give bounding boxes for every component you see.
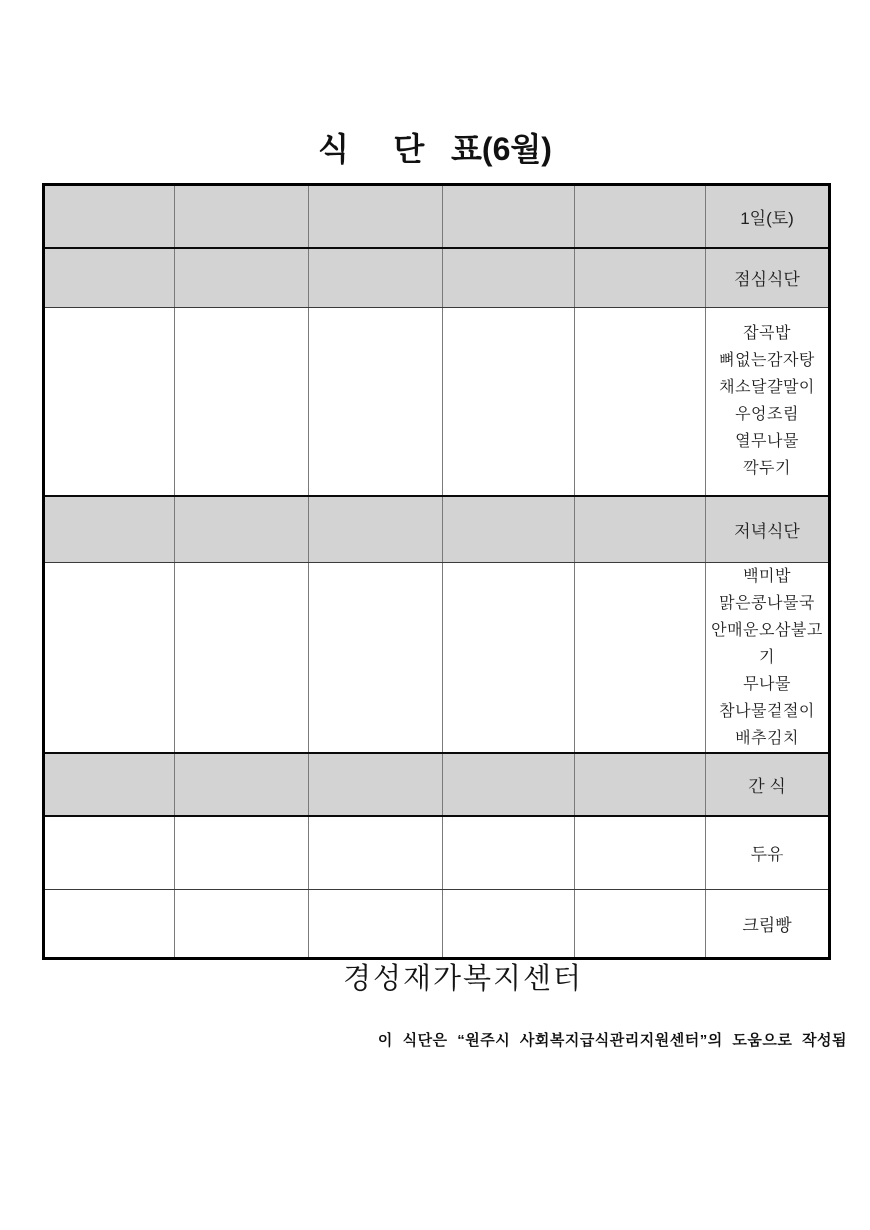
organization-name: 경성재가복지센터 [342, 963, 584, 995]
empty-cell [309, 308, 443, 496]
empty-cell [44, 496, 175, 563]
snack-item-cell: 크림빵 [706, 889, 830, 958]
empty-cell [44, 753, 175, 816]
empty-cell [175, 248, 309, 308]
menu-item: 무나물 [743, 676, 791, 693]
empty-cell [575, 185, 706, 248]
empty-cell [309, 753, 443, 816]
empty-cell [575, 248, 706, 308]
snack-section-label: 간 식 [706, 753, 830, 816]
empty-cell [443, 185, 575, 248]
empty-cell [443, 496, 575, 563]
snack-item-cell: 두유 [706, 816, 830, 889]
table-row-lunch-menu [44, 308, 830, 496]
empty-cell [575, 816, 706, 889]
footnote: 이 식단은 “원주시 사회복지급식관리지원센터”의 도움으로 작성됨 [377, 1032, 847, 1049]
page-title: 식 단 표(6월) [318, 131, 552, 167]
menu-item: 참나물겉절이 [719, 703, 815, 720]
menu-item: 열무나물 [735, 433, 799, 451]
table-row-snack-1 [44, 816, 830, 889]
dinner-section-label: 저녁식단 [706, 496, 830, 563]
menu-item: 맑은콩나물국 [719, 595, 815, 612]
empty-cell [175, 889, 309, 958]
empty-cell [175, 753, 309, 816]
empty-cell [575, 889, 706, 958]
empty-cell [443, 563, 575, 754]
empty-cell [44, 889, 175, 958]
empty-cell [575, 563, 706, 754]
empty-cell [44, 308, 175, 496]
empty-cell [575, 753, 706, 816]
empty-cell [175, 185, 309, 248]
empty-cell [309, 248, 443, 308]
menu-item: 안매운오삼불고기 [711, 622, 823, 666]
empty-cell [575, 496, 706, 563]
table-row-lunch-header [44, 248, 830, 308]
menu-item: 채소달걀말이 [719, 379, 815, 397]
empty-cell [575, 308, 706, 496]
empty-cell [44, 816, 175, 889]
empty-cell [175, 563, 309, 754]
empty-cell [175, 496, 309, 563]
empty-cell [443, 248, 575, 308]
menu-item: 백미밥 [743, 568, 791, 585]
menu-item: 잡곡밥 [743, 325, 791, 343]
empty-cell [44, 248, 175, 308]
table-row-dinner-header [44, 496, 830, 563]
lunch-section-label: 점심식단 [706, 248, 830, 308]
menu-item: 우엉조림 [735, 406, 799, 424]
empty-cell [309, 496, 443, 563]
empty-cell [309, 185, 443, 248]
empty-cell [309, 889, 443, 958]
table-row-day-header [44, 185, 830, 248]
empty-cell [309, 816, 443, 889]
table-row-dinner-menu [44, 563, 830, 754]
empty-cell [175, 816, 309, 889]
menu-item: 깍두기 [743, 460, 791, 478]
empty-cell [309, 563, 443, 754]
lunch-menu-cell [706, 308, 830, 496]
meal-plan-table [42, 183, 831, 960]
empty-cell [443, 889, 575, 958]
dinner-menu-cell [706, 563, 830, 754]
empty-cell [44, 185, 175, 248]
empty-cell [443, 816, 575, 889]
empty-cell [175, 308, 309, 496]
day-header-cell: 1일(토) [706, 185, 830, 248]
empty-cell [443, 308, 575, 496]
table-row-snack-header [44, 753, 830, 816]
empty-cell [44, 563, 175, 754]
table-row-snack-2 [44, 889, 830, 958]
menu-item: 뼈없는감자탕 [719, 352, 815, 370]
menu-item: 배추김치 [735, 730, 799, 747]
empty-cell [443, 753, 575, 816]
